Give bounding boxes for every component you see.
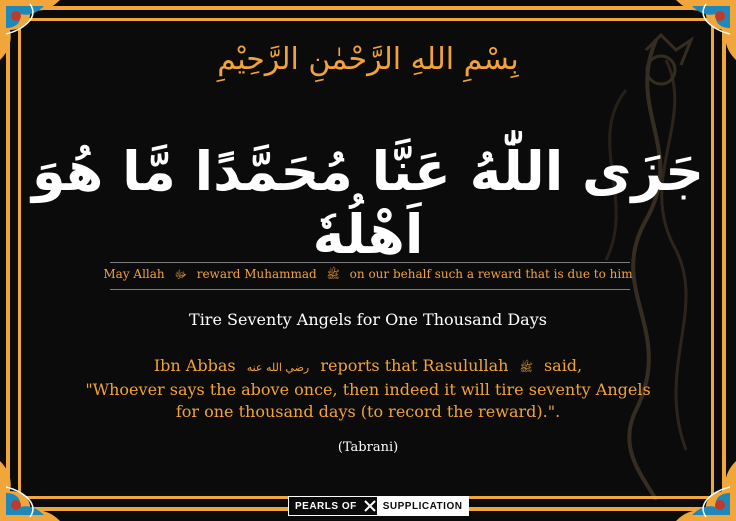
arabic-supplication: جَزَى اللّٰهُ عَنَّا مُحَمَّدًا مَّا هُوَ اَهْلُهٗ <box>31 140 705 266</box>
hadith-line-1 <box>0 355 736 379</box>
bismillah-calligraphy: بِسْمِ اللهِ الرَّحْمٰنِ الرَّحِيْمِ <box>217 42 519 77</box>
brand-left-text: PEARLS OF <box>295 500 357 512</box>
corner-ornament-bottom-right <box>666 451 736 521</box>
honorific-seal-messenger: ﷺ <box>519 361 533 374</box>
brand-right-text: SUPPLICATION <box>377 497 469 515</box>
translation-part-3: on our behalf such a reward that is due to him <box>349 267 633 281</box>
brand-logo <box>288 496 469 516</box>
narrator: Ibn Abbas <box>153 356 236 375</box>
honorific-seal-allah: ﷻ <box>174 268 187 281</box>
hadith-text <box>0 355 736 423</box>
translation-part-2: reward Muhammad <box>196 267 317 281</box>
corner-ornament-bottom-left <box>0 451 70 521</box>
divider-top <box>110 262 630 263</box>
divider-bottom <box>110 289 630 290</box>
translation-text <box>0 267 736 284</box>
translation-part-1: May Allah <box>103 267 165 281</box>
hadith-line-1-middle: reports that Rasulullah <box>320 356 509 375</box>
virtue-heading: Tire Seventy Angels for One Thousand Days <box>189 310 547 329</box>
hadith-line-3: for one thousand days (to record the reward).". <box>175 402 561 421</box>
brand-x-icon <box>363 499 377 513</box>
hadith-line-1-end: said, <box>543 356 583 375</box>
hadith-line-2: "Whoever says the above once, then indeed it will tire seventy Angels <box>85 380 651 399</box>
honorific-seal-companion: رضي الله عنه <box>246 361 310 374</box>
hadith-source: (Tabrani) <box>337 440 399 455</box>
honorific-seal-prophet: ﷺ <box>326 268 340 281</box>
